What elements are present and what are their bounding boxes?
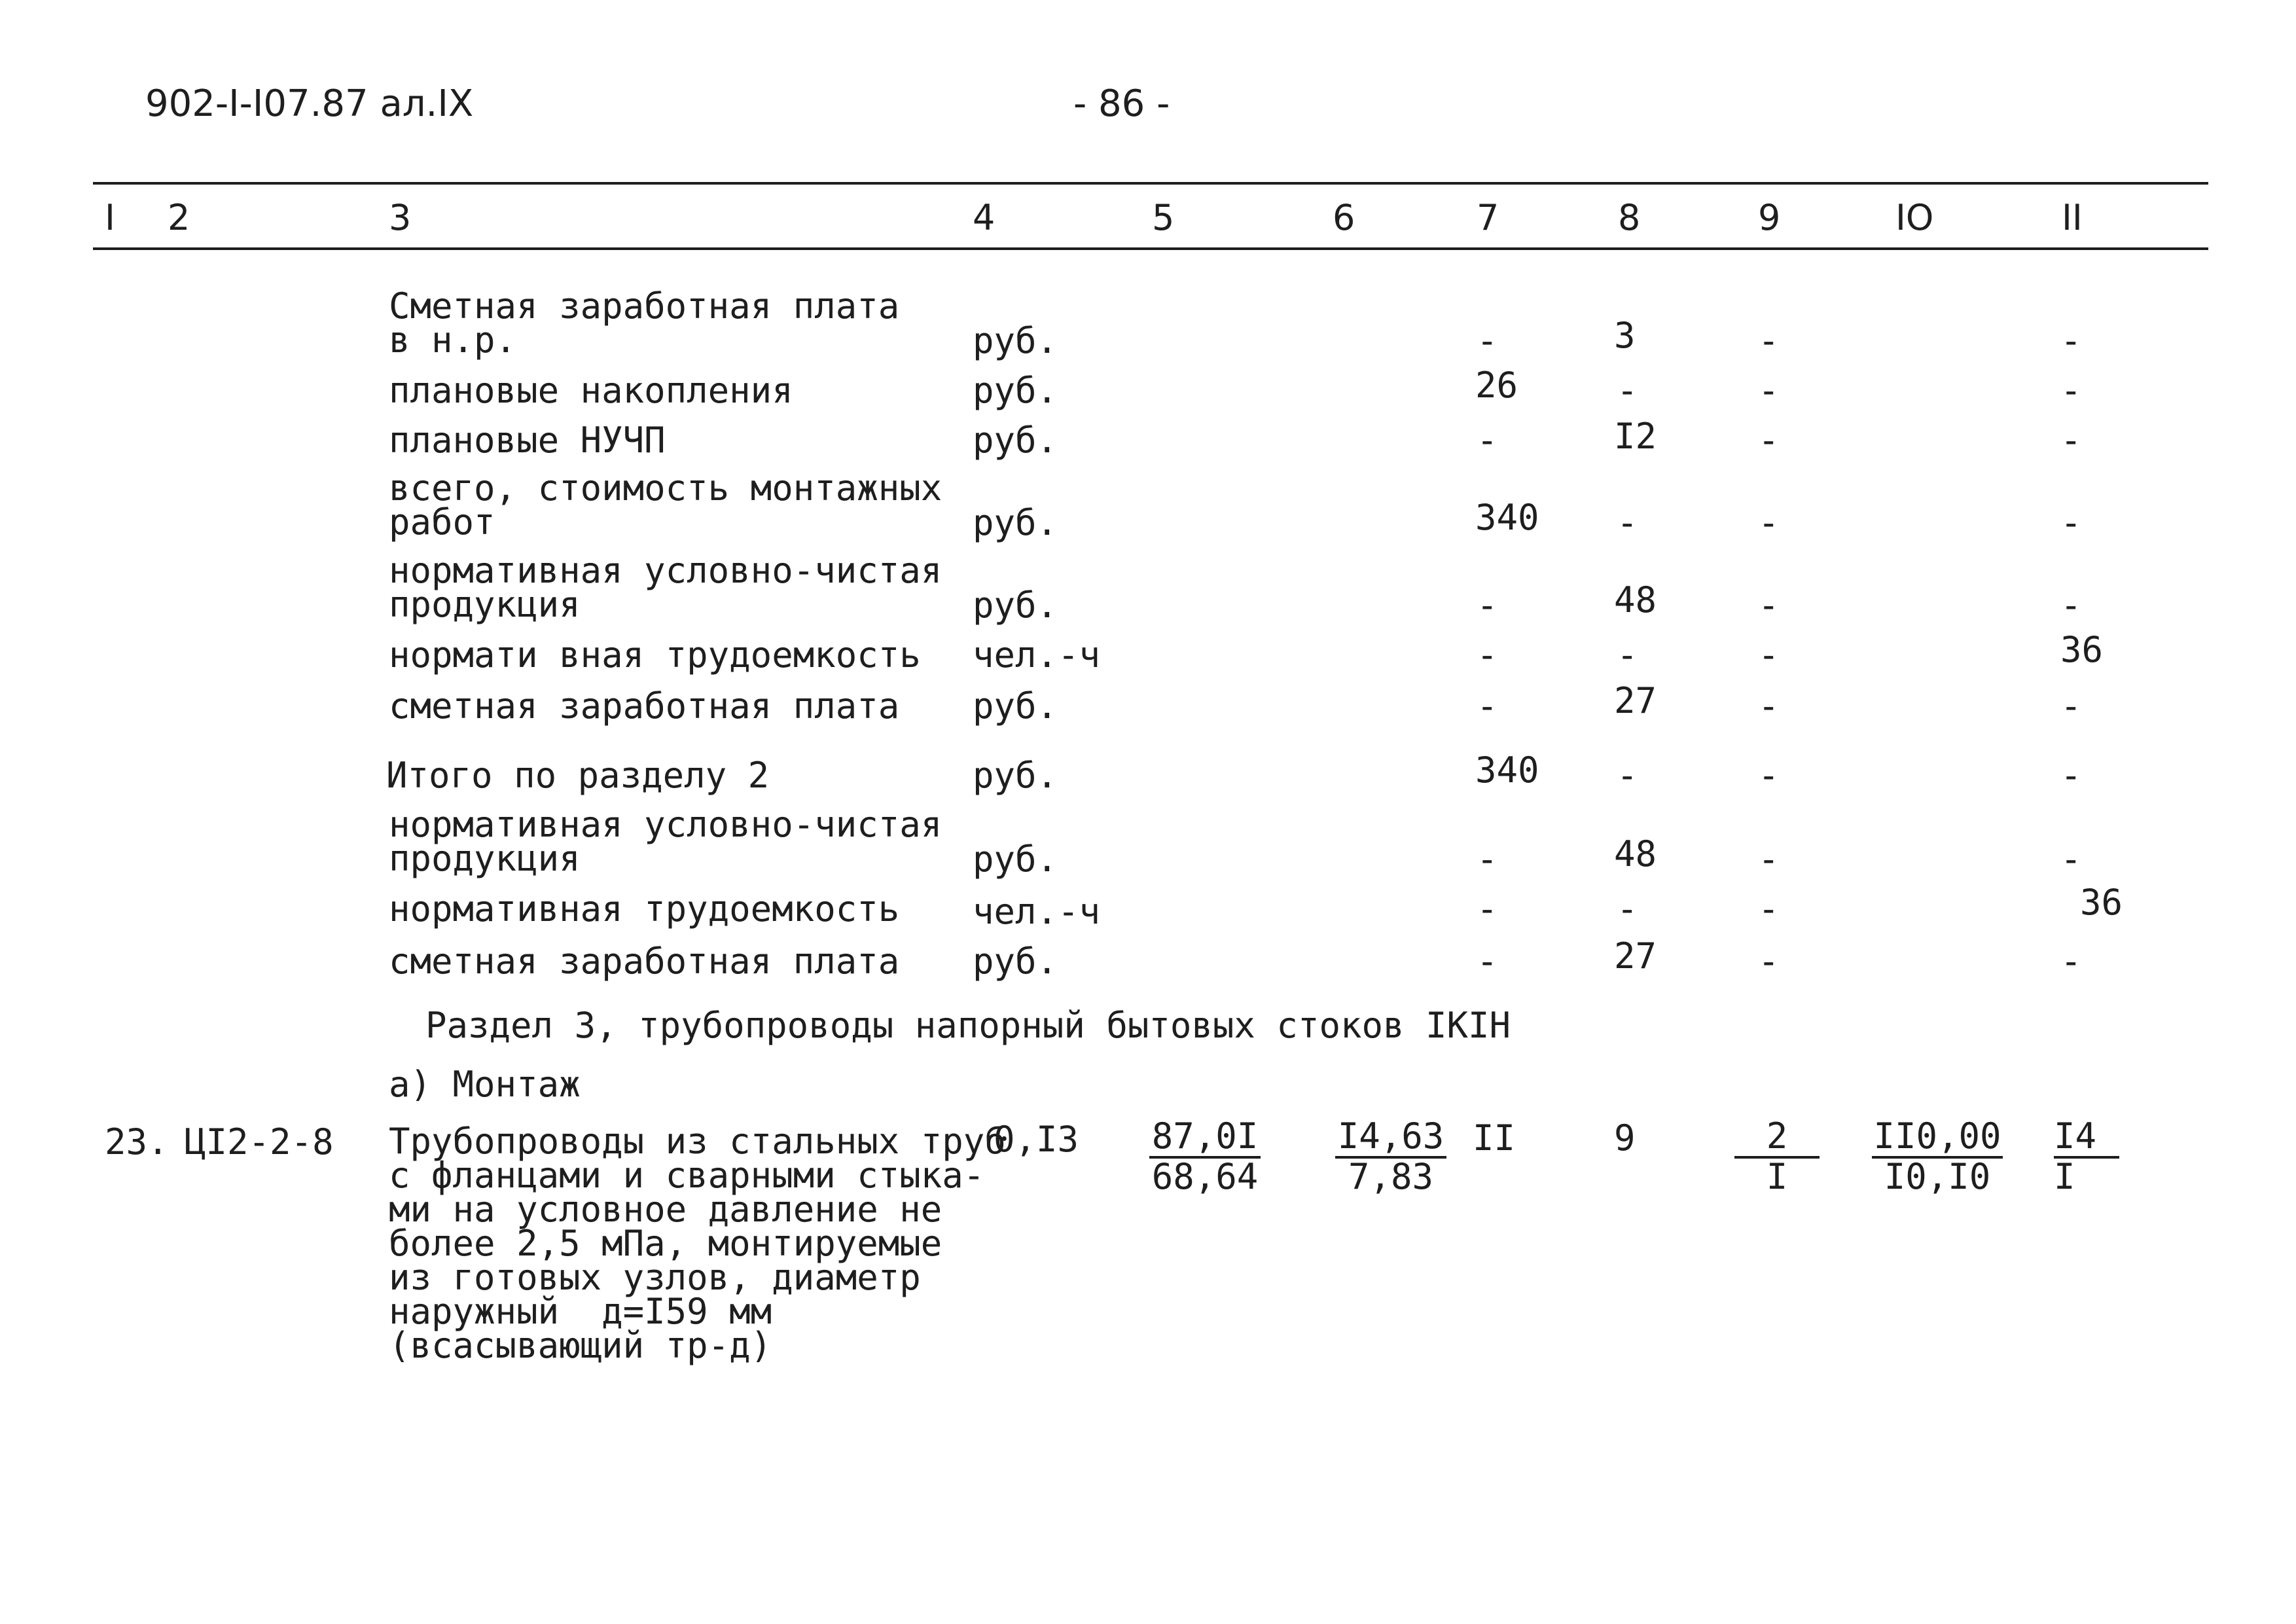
- col11-cell: -: [2060, 839, 2082, 880]
- page-number: - 86 -: [1073, 82, 1170, 125]
- col11-cell: -: [2060, 370, 2082, 411]
- item-description-line: наружный д=I59 мм: [389, 1291, 772, 1332]
- col9-cell: -: [1758, 585, 1780, 626]
- column-header-9: 9: [1758, 197, 1781, 238]
- col11-cell: -: [2060, 941, 2082, 982]
- col8-cell: -: [1617, 502, 1638, 543]
- column-header-4: 4: [973, 197, 996, 238]
- col7-cell: II: [1473, 1117, 1516, 1159]
- col7-cell: 340: [1475, 497, 1539, 538]
- row-label-line: в н.р.: [389, 319, 517, 361]
- row-label: Итого по разделу 2: [386, 755, 770, 796]
- col7-cell: -: [1477, 420, 1498, 461]
- row-label-line: нормативная условно-чистая: [389, 804, 942, 845]
- col8-cell: -: [1617, 634, 1638, 676]
- col9-cell: -: [1758, 370, 1780, 411]
- col11-cell: -: [2060, 685, 2082, 727]
- item-description-line: Трубопроводы из стальных труб: [389, 1121, 1006, 1162]
- col10-fraction: [1872, 1115, 2003, 1197]
- col11-numerator: I4: [2054, 1118, 2119, 1159]
- col8-cell: -: [1617, 888, 1638, 929]
- column-header-10: IO: [1895, 197, 1934, 238]
- subsection-title: а) Монтаж: [389, 1064, 581, 1105]
- col6-fraction: [1335, 1115, 1446, 1197]
- row-label: плановые НУЧП: [389, 420, 666, 461]
- col8-cell: 48: [1614, 833, 1657, 875]
- row-label-line: Сметная заработная плата: [389, 285, 900, 327]
- col8-cell: 3: [1614, 315, 1636, 356]
- col9-cell: -: [1758, 420, 1780, 461]
- col7-cell: -: [1477, 839, 1498, 880]
- row-label: нормати вная трудоемкость: [389, 634, 921, 676]
- col11-denominator: I: [2054, 1156, 2075, 1197]
- col11-cell: -: [2060, 420, 2082, 461]
- col7-cell: -: [1477, 941, 1498, 982]
- document-code: 902-I-I07.87 ал.IX: [145, 82, 474, 125]
- col8-cell: I2: [1614, 416, 1657, 457]
- row-label-line: работ: [389, 501, 495, 543]
- col7-cell: 340: [1475, 749, 1539, 791]
- col8-cell: 9: [1614, 1117, 1636, 1159]
- col10-denominator: I0,I0: [1884, 1156, 1991, 1197]
- col7-cell: -: [1477, 320, 1498, 361]
- item-number: 23.: [105, 1121, 169, 1163]
- col7-cell: -: [1477, 634, 1498, 676]
- table-header-bottom-rule: [93, 247, 2208, 250]
- unit-cell: руб.: [973, 585, 1058, 626]
- col5-numerator: 87,0I: [1149, 1118, 1261, 1159]
- col8-cell: 27: [1614, 935, 1657, 977]
- unit-cell: руб.: [973, 941, 1058, 982]
- unit-cell: руб.: [973, 370, 1058, 411]
- unit-cell: руб.: [973, 755, 1058, 796]
- unit-cell: руб.: [973, 320, 1058, 361]
- col8-cell: -: [1617, 370, 1638, 411]
- item-description-line: более 2,5 мПа, монтируемые: [389, 1223, 942, 1264]
- col9-numerator: 2: [1734, 1118, 1820, 1159]
- col8-cell: -: [1617, 755, 1638, 796]
- col6-numerator: I4,63: [1335, 1118, 1446, 1159]
- col7-cell: -: [1477, 888, 1498, 929]
- unit-cell: руб.: [973, 685, 1058, 727]
- col9-cell: -: [1758, 320, 1780, 361]
- column-header-3: 3: [389, 197, 412, 238]
- row-label: сметная заработная плата: [389, 941, 900, 982]
- item-description-line: из готовых узлов, диаметр: [389, 1257, 921, 1298]
- col9-fraction: [1734, 1115, 1820, 1197]
- col9-cell: -: [1758, 941, 1780, 982]
- column-header-11: II: [2062, 197, 2083, 238]
- col11-cell: -: [2060, 320, 2082, 361]
- column-header-7: 7: [1477, 197, 1499, 238]
- section-title: Раздел 3, трубопроводы напорный бытовых стоков IКIН: [425, 1005, 1511, 1046]
- col9-cell: -: [1758, 634, 1780, 676]
- item-quantity: 0,I3: [994, 1119, 1079, 1160]
- col5-denominator: 68,64: [1151, 1156, 1259, 1197]
- column-header-5: 5: [1152, 197, 1175, 238]
- row-label: нормативная трудоемкость: [389, 888, 900, 929]
- row-label-line: продукция: [389, 838, 581, 879]
- item-description-line: (всасывающий тр-д): [389, 1325, 772, 1366]
- column-header-2: 2: [168, 197, 190, 238]
- col6-denominator: 7,83: [1348, 1156, 1434, 1197]
- row-label-line: нормативная условно-чистая: [389, 550, 942, 591]
- row-label-line: всего, стоимость монтажных: [389, 467, 942, 509]
- item-description-line: ми на условное давление не: [389, 1189, 942, 1230]
- unit-cell: чел.-ч: [973, 634, 1101, 676]
- unit-cell: чел.-ч: [973, 891, 1101, 932]
- row-label: плановые накопления: [389, 370, 793, 411]
- col11-cell: -: [2060, 755, 2082, 796]
- col7-cell: -: [1477, 585, 1498, 626]
- column-header-8: 8: [1618, 197, 1641, 238]
- unit-cell: руб.: [973, 839, 1058, 880]
- col11-cell: -: [2060, 585, 2082, 626]
- col5-fraction: [1149, 1115, 1261, 1197]
- col9-cell: -: [1758, 839, 1780, 880]
- unit-cell: руб.: [973, 420, 1058, 461]
- col8-cell: 48: [1614, 579, 1657, 621]
- col9-cell: -: [1758, 755, 1780, 796]
- column-header-6: 6: [1333, 197, 1355, 238]
- unit-cell: руб.: [973, 502, 1058, 543]
- col11-cell: 36: [2080, 882, 2123, 923]
- col9-cell: -: [1758, 685, 1780, 727]
- row-label-line: продукция: [389, 584, 581, 625]
- col11-cell: -: [2060, 502, 2082, 543]
- col10-numerator: II0,00: [1872, 1118, 2003, 1159]
- col7-cell: -: [1477, 685, 1498, 727]
- col9-cell: -: [1758, 502, 1780, 543]
- row-label: сметная заработная плата: [389, 685, 900, 727]
- column-header-1: I: [105, 197, 115, 238]
- item-description-line: с фланцами и сварными стыка-: [389, 1155, 985, 1196]
- table-top-rule: [93, 182, 2208, 185]
- col11-cell: 36: [2060, 629, 2104, 670]
- item-code: ЦI2-2-8: [185, 1121, 334, 1163]
- col9-denominator: I: [1766, 1156, 1788, 1197]
- col11-fraction: [2054, 1115, 2119, 1197]
- col8-cell: 27: [1614, 680, 1657, 721]
- col7-cell: 26: [1475, 365, 1518, 406]
- col9-cell: -: [1758, 888, 1780, 929]
